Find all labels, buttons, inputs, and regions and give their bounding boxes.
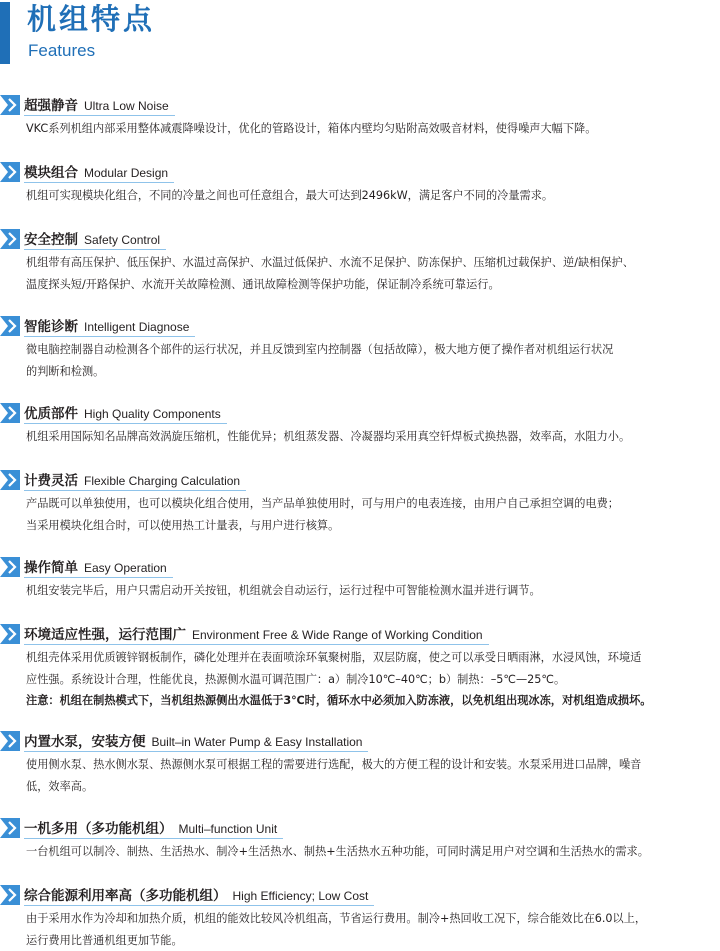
section-title [24,624,489,645]
section-title-en: High Efficiency; Low Cost [233,889,369,903]
section-title-en: High Quality Components [84,407,221,421]
section-title [24,818,283,839]
body-line: VKC系列机组内部采用整体减震降噪设计，优化的管路设计，箱体内壁均匀贴附高效吸音材料，使得噪声大幅下降。 [26,118,706,140]
section-title-en: Flexible Charging Calculation [84,474,240,488]
body-line: 产品既可以单独使用，也可以模块化组合使用，当产品单独使用时，可与用户的电表连接，由用户自己承担空调的电费； [26,493,706,515]
page-title: 机组特点 [27,2,155,36]
chevron-right-icon [7,627,17,641]
section-title-zh: 模块组合 [24,165,78,181]
chevron-right-icon [7,734,17,748]
arrow-marker-icon [0,470,20,490]
chevron-right-icon [7,406,17,420]
feature-section [0,316,720,338]
arrow-marker-icon [0,95,20,115]
section-title-zh: 安全控制 [24,232,78,248]
feature-section [0,731,720,753]
section-header [0,885,720,907]
body-line: 使用侧水泵、热水侧水泵、热源侧水泵可根据工程的需要进行选配，极大的方便工程的设计和安装。水泵采用进口品牌，噪音 [26,754,706,776]
section-title-zh: 环境适应性强，运行范围广 [24,627,186,643]
chevron-right-icon [7,888,17,902]
arrow-marker-icon [0,624,20,644]
section-body [26,426,706,448]
section-title-zh: 计费灵活 [24,473,78,489]
body-line: 机组壳体采用优质镀锌钢板制作，磷化处理并在表面喷涂环氧聚树脂，双层防腐，使之可以承受日晒雨淋，水浸风蚀，环境适 [26,647,706,669]
section-header [0,557,720,579]
feature-section [0,818,720,840]
section-title-zh: 内置水泵，安装方便 [24,734,146,750]
chevron-right-icon [7,98,17,112]
page-header [0,0,720,70]
section-header [0,162,720,184]
arrow-marker-icon [0,731,20,751]
section-title-zh: 超强静音 [24,98,78,114]
arrow-marker-icon [0,162,20,182]
section-header [0,229,720,251]
body-line: 当采用模块化组合时，可以使用热工计量表，与用户进行核算。 [26,515,706,537]
section-header [0,403,720,425]
chevron-right-icon [7,473,17,487]
feature-section [0,403,720,425]
section-header [0,731,720,753]
section-title-en: Built–in Water Pump & Easy Installation [152,735,363,749]
feature-section [0,162,720,184]
header-accent-bar [0,2,10,64]
body-line: 低，效率高。 [26,776,706,798]
section-title [24,229,166,250]
chevron-right-icon [7,232,17,246]
section-title [24,470,246,491]
body-line: 微电脑控制器自动检测各个部件的运行状况，并且反馈到室内控制器（包括故障），极大地方便了操作者对机组运行状况 [26,339,706,361]
feature-section [0,470,720,492]
body-line: 一台机组可以制冷、制热、生活热水、制冷+生活热水、制热+生活热水五种功能，可同时满足用户对空调和生活热水的需求。 [26,841,706,863]
section-body [26,647,706,712]
feature-section [0,624,720,646]
page-subtitle: Features [28,40,95,62]
feature-section [0,885,720,907]
section-title [24,316,195,337]
section-title [24,885,374,906]
section-title-zh: 综合能源利用率高（多功能机组） [24,888,227,904]
body-line: 机组带有高压保护、低压保护、水温过高保护、水温过低保护、水流不足保护、防冻保护、压缩机过载保护、逆/缺相保护、 [26,252,706,274]
feature-section [0,229,720,251]
section-title-en: Intelligent Diagnose [84,320,189,334]
section-body [26,493,706,536]
section-title-en: Ultra Low Noise [84,99,169,113]
section-title-en: Environment Free & Wide Range of Working Condition [192,628,483,642]
section-title-zh: 优质部件 [24,406,78,422]
body-line: 应性强。系统设计合理，性能优良，热源侧水温可调范围广：a）制冷10℃–40℃；b）制热：–5℃—25℃。 [26,669,706,691]
chevron-right-icon [7,821,17,835]
arrow-marker-icon [0,316,20,336]
arrow-marker-icon [0,557,20,577]
body-line: 的判断和检测。 [26,361,706,383]
section-body [26,841,706,863]
body-line: 运行费用比普通机组更加节能。 [26,930,706,951]
section-body [26,908,706,951]
section-body [26,118,706,140]
chevron-right-icon [7,165,17,179]
section-header [0,470,720,492]
section-title-zh: 操作简单 [24,560,78,576]
body-line: 机组安装完毕后，用户只需启动开关按钮，机组就会自动运行，运行过程中可智能检测水温并进行调节。 [26,580,706,602]
chevron-right-icon [7,319,17,333]
section-body [26,580,706,602]
section-header [0,624,720,646]
section-title [24,557,173,578]
section-body [26,754,706,797]
section-body [26,185,706,207]
section-title [24,95,175,116]
section-title-en: Modular Design [84,166,168,180]
warning-note: 注意：机组在制热模式下，当机组热源侧出水温低于3℃时，循环水中必须加入防冻液，以免机组出现冰冻，对机组造成损坏。 [26,690,706,712]
body-line: 由于采用水作为冷却和加热介质，机组的能效比较风冷机组高，节省运行费用。制冷+热回收工况下，综合能效比在6.0以上， [26,908,706,930]
section-body [26,339,706,382]
section-title-zh: 一机多用（多功能机组） [24,821,173,837]
section-title [24,162,174,183]
feature-section [0,557,720,579]
section-header [0,95,720,117]
body-line: 温度探头短/开路保护、水流开关故障检测、通讯故障检测等保护功能，保证制冷系统可靠运行。 [26,274,706,296]
section-title-zh: 智能诊断 [24,319,78,335]
section-header [0,316,720,338]
section-title-en: Safety Control [84,233,160,247]
feature-section [0,95,720,117]
section-title [24,731,368,752]
arrow-marker-icon [0,403,20,423]
chevron-right-icon [7,560,17,574]
section-title-en: Multi–function Unit [179,822,278,836]
arrow-marker-icon [0,229,20,249]
arrow-marker-icon [0,818,20,838]
body-line: 机组采用国际知名品牌高效涡旋压缩机，性能优异；机组蒸发器、冷凝器均采用真空钎焊板式换热器，效率高，水阻力小。 [26,426,706,448]
section-body [26,252,706,295]
body-line: 机组可实现模块化组合，不同的冷量之间也可任意组合，最大可达到2496kW，满足客户不同的冷量需求。 [26,185,706,207]
section-title [24,403,227,424]
section-header [0,818,720,840]
section-title-en: Easy Operation [84,561,167,575]
arrow-marker-icon [0,885,20,905]
